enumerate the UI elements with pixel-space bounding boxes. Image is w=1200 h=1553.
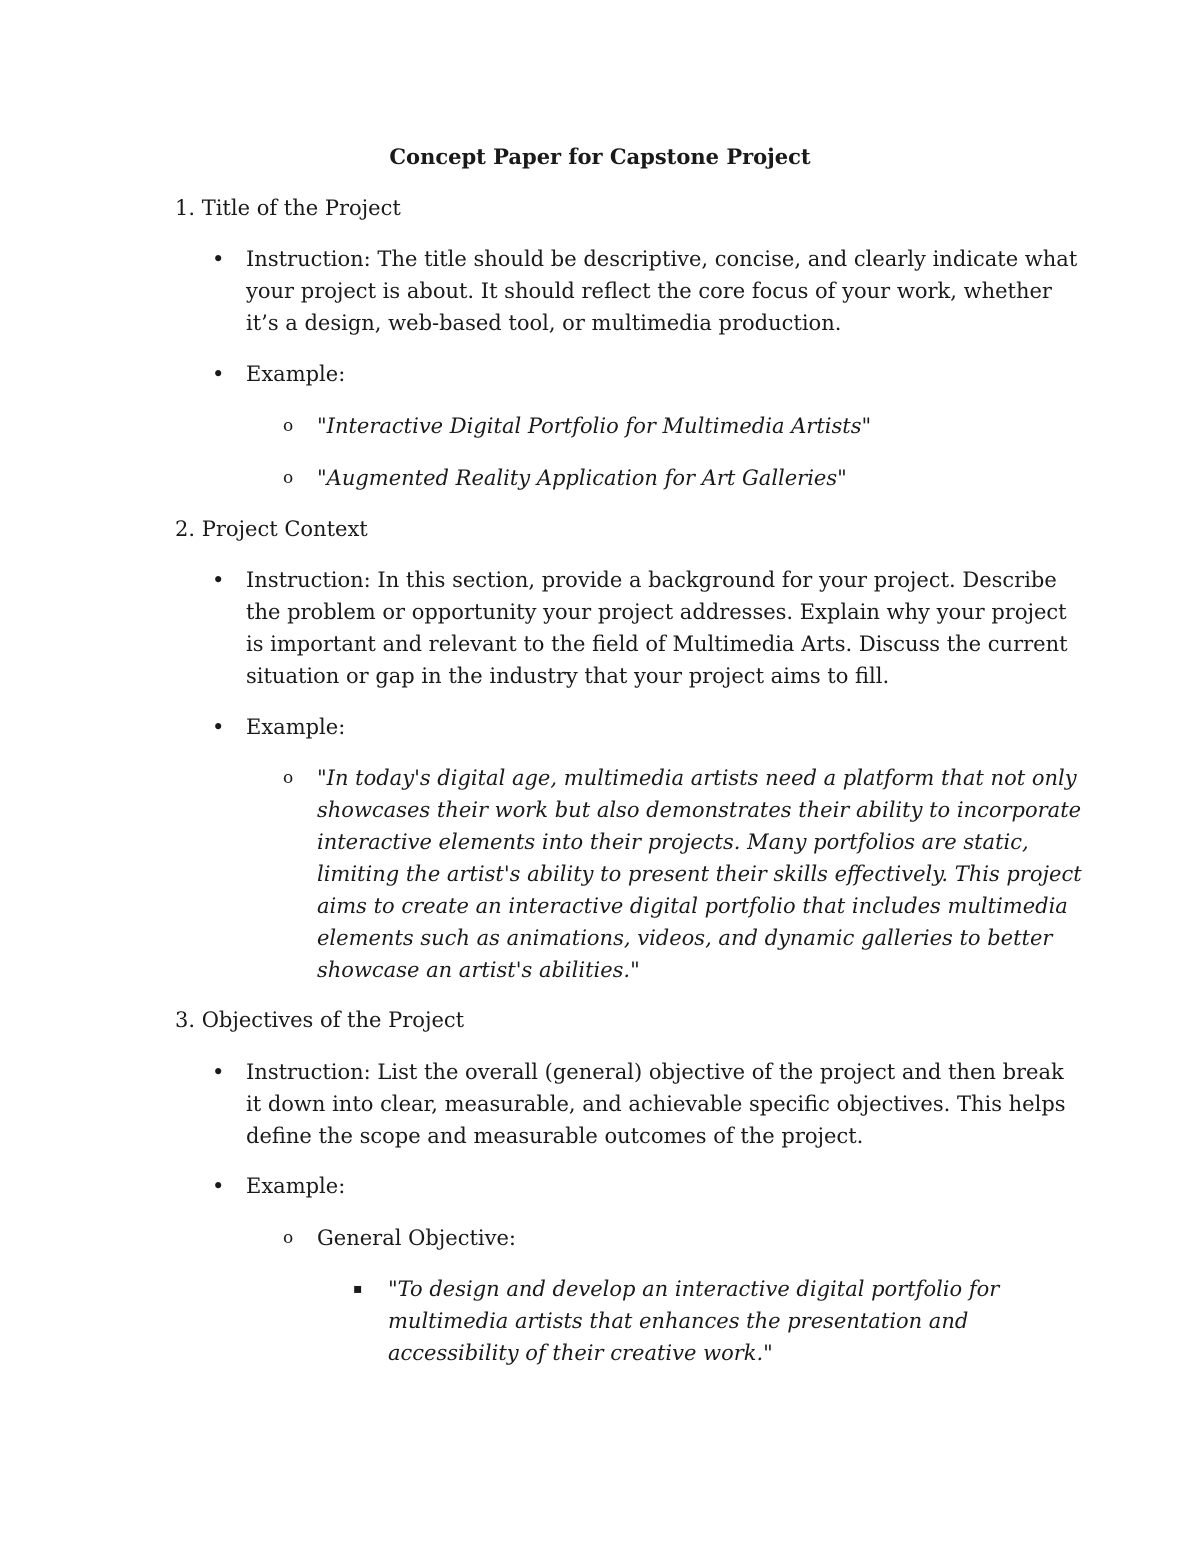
example-line: aims to create an interactive digital portfolio that includes multimedia: [317, 894, 1068, 918]
general-objective-text: [388, 1273, 1000, 1369]
bullet-marker: •: [212, 362, 225, 386]
example-line: showcases their work but also demonstrates their ability to incorporate: [317, 798, 1082, 822]
bullet-marker: •: [212, 568, 225, 592]
section-1-example-2: "Augmented Reality Application for Art Galleries": [317, 466, 847, 490]
instruction-line: define the scope and measurable outcomes of the project.: [246, 1124, 864, 1148]
instruction-line: it’s a design, web-based tool, or multimedia production.: [246, 311, 842, 335]
bullet-marker: •: [212, 1174, 225, 1198]
section-1-heading: 1. Title of the Project: [175, 196, 401, 220]
sub-bullet-marker: o: [283, 1228, 294, 1248]
example-line: elements such as animations, videos, and dynamic galleries to better: [317, 926, 1053, 950]
instruction-line: the problem or opportunity your project addresses. Explain why your project: [246, 600, 1067, 624]
example-line: interactive elements into their projects. Many portfolios are static,: [317, 830, 1029, 854]
instruction-line: your project is about. It should reflect the core focus of your work, whether: [246, 279, 1052, 303]
section-1-example-label: Example:: [246, 362, 346, 386]
section-1-example-1: "Interactive Digital Portfolio for Multimedia Artists": [317, 414, 872, 438]
instruction-line: is important and relevant to the field of Multimedia Arts. Discuss the current: [246, 632, 1068, 656]
section-3-instruction: [246, 1056, 1066, 1152]
sub-sub-bullet-marker: ▪: [353, 1281, 363, 1297]
section-2-instruction: [246, 564, 1068, 692]
objective-line: multimedia artists that enhances the presentation and: [388, 1309, 969, 1333]
section-2-example-label: Example:: [246, 715, 346, 739]
document-title: Concept Paper for Capstone Project: [389, 144, 811, 169]
example-line: showcase an artist's abilities.": [317, 958, 640, 982]
instruction-line: Instruction: In this section, provide a background for your project. Describe: [246, 568, 1057, 592]
sub-bullet-marker: o: [283, 468, 294, 488]
objective-line: "To design and develop an interactive digital portfolio for: [388, 1277, 1000, 1301]
section-2-heading: 2. Project Context: [175, 517, 368, 541]
section-3-heading: 3. Objectives of the Project: [175, 1008, 465, 1032]
section-2-example: [317, 762, 1082, 986]
instruction-line: situation or gap in the industry that your project aims to fill.: [246, 664, 890, 688]
sub-bullet-marker: o: [283, 768, 294, 788]
bullet-marker: •: [212, 1060, 225, 1084]
section-1-instruction: [246, 243, 1078, 339]
example-line: limiting the artist's ability to present their skills effectively. This project: [317, 862, 1082, 886]
example-line: "In today's digital age, multimedia artists need a platform that not only: [317, 766, 1077, 790]
objective-line: accessibility of their creative work.": [388, 1341, 773, 1365]
instruction-line: Instruction: The title should be descriptive, concise, and clearly indicate what: [246, 247, 1078, 271]
instruction-line: it down into clear, measurable, and achievable specific objectives. This helps: [246, 1092, 1066, 1116]
sub-bullet-marker: o: [283, 416, 294, 436]
section-3-example-label: Example:: [246, 1174, 346, 1198]
instruction-line: Instruction: List the overall (general) objective of the project and then break: [246, 1060, 1064, 1084]
general-objective-label: General Objective:: [317, 1226, 516, 1250]
bullet-marker: •: [212, 247, 225, 271]
bullet-marker: •: [212, 715, 225, 739]
